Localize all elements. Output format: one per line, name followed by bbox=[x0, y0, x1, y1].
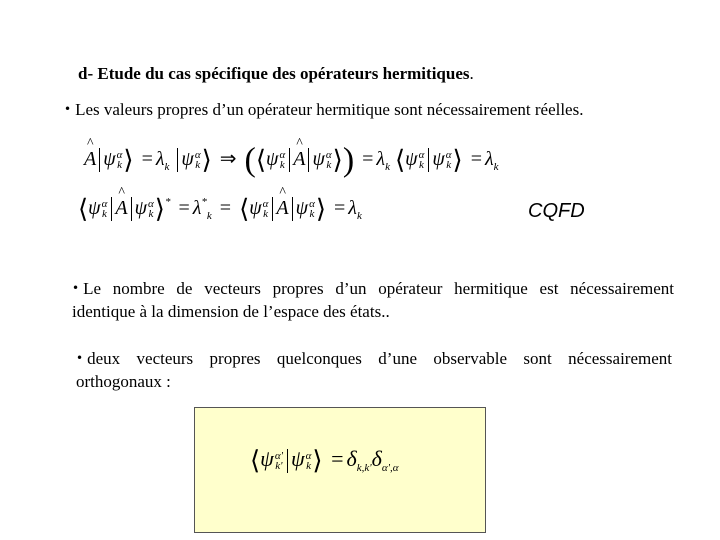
section-title: d- Etude du cas spécifique des opérateurs hermitiques. bbox=[78, 64, 474, 83]
bullet-text: Le nombre de vecteurs propres d’un opérateur hermitique est nécessairement identique à la dimension de l’espace des états.. bbox=[72, 279, 674, 321]
bullet-hermitian-eigenvalues-real bbox=[64, 100, 583, 120]
equation-orthogonality: ⟨ψ α' k' ψ α k ⟩ = $\delta_{k,k'}\delta_{\alpha',\alpha}$ bbox=[250, 445, 399, 475]
bullet-symbol: • bbox=[64, 102, 72, 116]
bullet-eigenvectors-orthogonal bbox=[76, 348, 672, 393]
bullet-text: Les valeurs propres d’un opérateur hermitique sont nécessairement réelles. bbox=[75, 100, 584, 119]
cqfd-label: CQFD bbox=[528, 200, 585, 222]
bullet-text: deux vecteurs propres quelconques d’une observable sont nécessairement orthogonaux : bbox=[76, 349, 672, 391]
equation-eigenvalue-real-line1: ^ A ψ α k ⟩ = $\lambda_k$ ψ α k ⟩ ⇒ (⟨ψ α k ^ A ψ α k ⟩) = $\lambda_k$ ⟨ψ α k ψ α k ⟩ = $\lambda_k$ bbox=[84, 146, 499, 173]
equation-eigenvalue-real-line2: ⟨ψ α k ^ A ψ α k ⟩* = $\lambda^*_k$ = ⟨ψ α k ^ A ψ α k ⟩ = $\lambda_k$ bbox=[78, 196, 362, 222]
bullet-symbol: • bbox=[76, 351, 84, 365]
bullet-symbol: • bbox=[72, 281, 80, 295]
bullet-eigenvector-count bbox=[72, 278, 674, 323]
orthogonality-formula-box bbox=[194, 407, 486, 533]
